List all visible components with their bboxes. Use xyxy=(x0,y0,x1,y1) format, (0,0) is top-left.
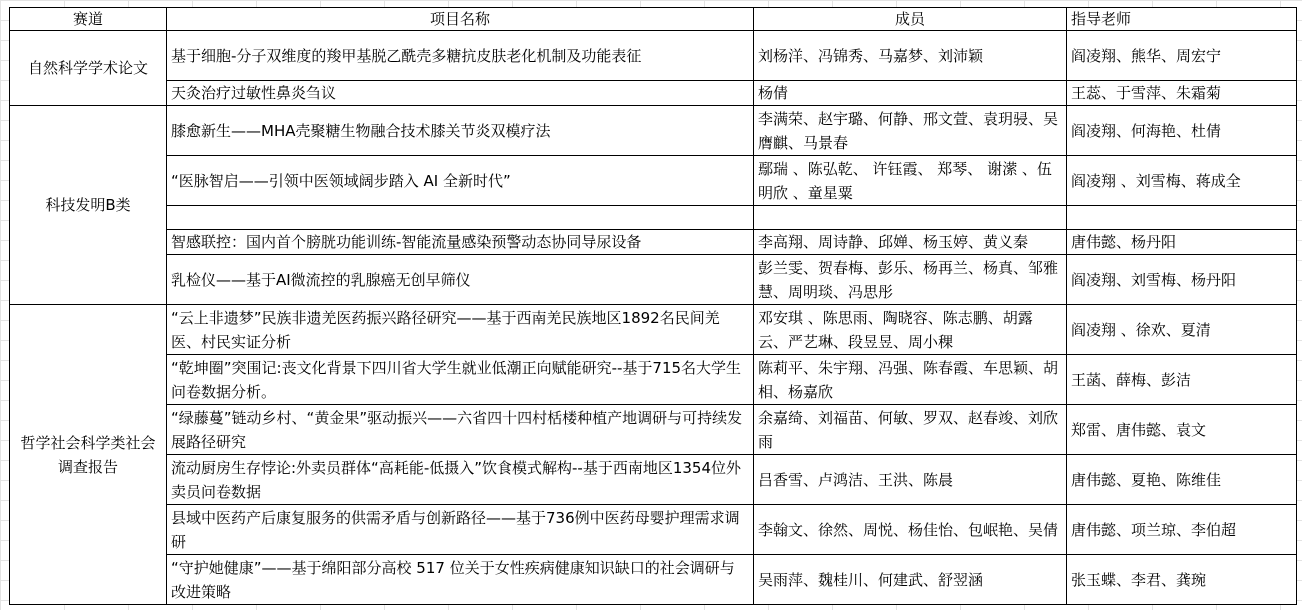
members-cell: 刘杨洋、冯锦秀、马嘉梦、刘沛颖 xyxy=(754,31,1067,81)
table-row xyxy=(10,31,1297,81)
project-cell: 流动厨房生存悖论:外卖员群体“高耗能-低摄入”饮食模式解构--基于西南地区1354位外卖员问卷数据 xyxy=(167,455,754,505)
project-cell: 乳检仪——基于AI微流控的乳腺癌无创早筛仪 xyxy=(167,255,754,305)
members-cell: 李翰文、徐然、周悦、杨佳怡、包岷艳、吴倩 xyxy=(754,505,1067,555)
header-track: 赛道 xyxy=(10,8,167,31)
advisor-cell: 阎凌翔、熊华、周宏宁 xyxy=(1067,31,1297,81)
project-cell: “乾坤圈”突围记:丧文化背景下四川省大学生就业低潮正向赋能研究--基于715名大学生问卷数据分析。 xyxy=(167,355,754,405)
table-row xyxy=(10,355,1297,405)
table-row xyxy=(10,81,1297,106)
advisor-cell xyxy=(1067,206,1297,230)
project-table xyxy=(9,7,1297,605)
table-row xyxy=(10,305,1297,355)
members-cell xyxy=(754,206,1067,230)
table-row xyxy=(10,106,1297,156)
project-cell: “绿藤蔓”链动乡村、“黄金果”驱动振兴——六省四十四村栝楼种植产地调研与可持续发展路径研究 xyxy=(167,405,754,455)
advisor-cell: 阎凌翔、何海艳、杜倩 xyxy=(1067,106,1297,156)
project-cell: “云上非遗梦”民族非遗羌医药振兴路径研究——基于西南羌民族地区1892名民间羌医、村民实证分析 xyxy=(167,305,754,355)
table-row xyxy=(10,505,1297,555)
table-row xyxy=(10,255,1297,305)
header-members: 成员 xyxy=(754,8,1067,31)
members-cell: 余嘉绮、刘福苗、何敏、罗双、赵春竣、刘欣雨 xyxy=(754,405,1067,455)
advisor-cell: 郑雷、唐伟懿、袁文 xyxy=(1067,405,1297,455)
advisor-cell: 阎凌翔 、徐欢、夏清 xyxy=(1067,305,1297,355)
table-row-empty xyxy=(10,206,1297,230)
members-cell: 彭兰雯、贺春梅、彭乐、杨再兰、杨真、邹雅慧、周明琰、冯思彤 xyxy=(754,255,1067,305)
members-cell: 李满荣、赵宇璐、何静、邢文萱、袁玥骎、吴膺麒、马景春 xyxy=(754,106,1067,156)
track-cell: 科技发明B类 xyxy=(10,106,167,305)
advisor-cell: 阎凌翔 、刘雪梅、蒋成全 xyxy=(1067,156,1297,206)
advisor-cell: 王蕊、于雪萍、朱霜菊 xyxy=(1067,81,1297,106)
project-cell: 县域中医药产后康复服务的供需矛盾与创新路径——基于736例中医药母婴护理需求调研 xyxy=(167,505,754,555)
table-row xyxy=(10,555,1297,605)
project-cell: 基于细胞-分子双维度的羧甲基脱乙酰壳多糖抗皮肤老化机制及功能表征 xyxy=(167,31,754,81)
members-cell: 邓安琪 、陈思雨、陶晓容、陈志鹏、胡露云、严艺琳、段昱昱、周小稞 xyxy=(754,305,1067,355)
table-row xyxy=(10,230,1297,255)
header-project: 项目名称 xyxy=(167,8,754,31)
project-cell: 智感联控：国内首个膀胱功能训练-智能流量感染预警动态协同导尿设备 xyxy=(167,230,754,255)
members-cell: 吕香雪、卢鸿洁、王洪、陈晨 xyxy=(754,455,1067,505)
advisor-cell: 唐伟懿、杨丹阳 xyxy=(1067,230,1297,255)
members-cell: 李高翔、周诗静、邱婵、杨玉婷、黄义秦 xyxy=(754,230,1067,255)
advisor-cell: 张玉蝶、李君、龚琬 xyxy=(1067,555,1297,605)
members-cell: 吴雨萍、魏桂川、何建武、舒翌涵 xyxy=(754,555,1067,605)
advisor-cell: 王菡、薛梅、彭洁 xyxy=(1067,355,1297,405)
members-cell: 鄢瑞 、陈弘乾、 许钰霞、 郑琴、 谢潆 、伍明欣 、童星粟 xyxy=(754,156,1067,206)
project-cell: “守护她健康”——基于绵阳部分高校 517 位关于女性疾病健康知识缺口的社会调研与改进策略 xyxy=(167,555,754,605)
header-row xyxy=(10,8,1297,31)
track-cell: 哲学社会科学类社会调查报告 xyxy=(10,305,167,605)
table-row xyxy=(10,455,1297,505)
members-cell: 杨倩 xyxy=(754,81,1067,106)
project-cell: “医脉智启——引领中医领域阔步踏入 AI 全新时代” xyxy=(167,156,754,206)
advisor-cell: 阎凌翔、刘雪梅、杨丹阳 xyxy=(1067,255,1297,305)
project-cell: 膝愈新生——MHA壳聚糖生物融合技术膝关节炎双模疗法 xyxy=(167,106,754,156)
header-advisor: 指导老师 xyxy=(1067,8,1297,31)
table-row xyxy=(10,405,1297,455)
track-cell: 自然科学学术论文 xyxy=(10,31,167,106)
project-cell: 天灸治疗过敏性鼻炎刍议 xyxy=(167,81,754,106)
table-row xyxy=(10,156,1297,206)
members-cell: 陈莉平、朱宇翔、冯强、陈春霞、车思颖、胡相、杨嘉欣 xyxy=(754,355,1067,405)
advisor-cell: 唐伟懿、夏艳、陈维佳 xyxy=(1067,455,1297,505)
project-cell xyxy=(167,206,754,230)
advisor-cell: 唐伟懿、项兰琼、李伯超 xyxy=(1067,505,1297,555)
